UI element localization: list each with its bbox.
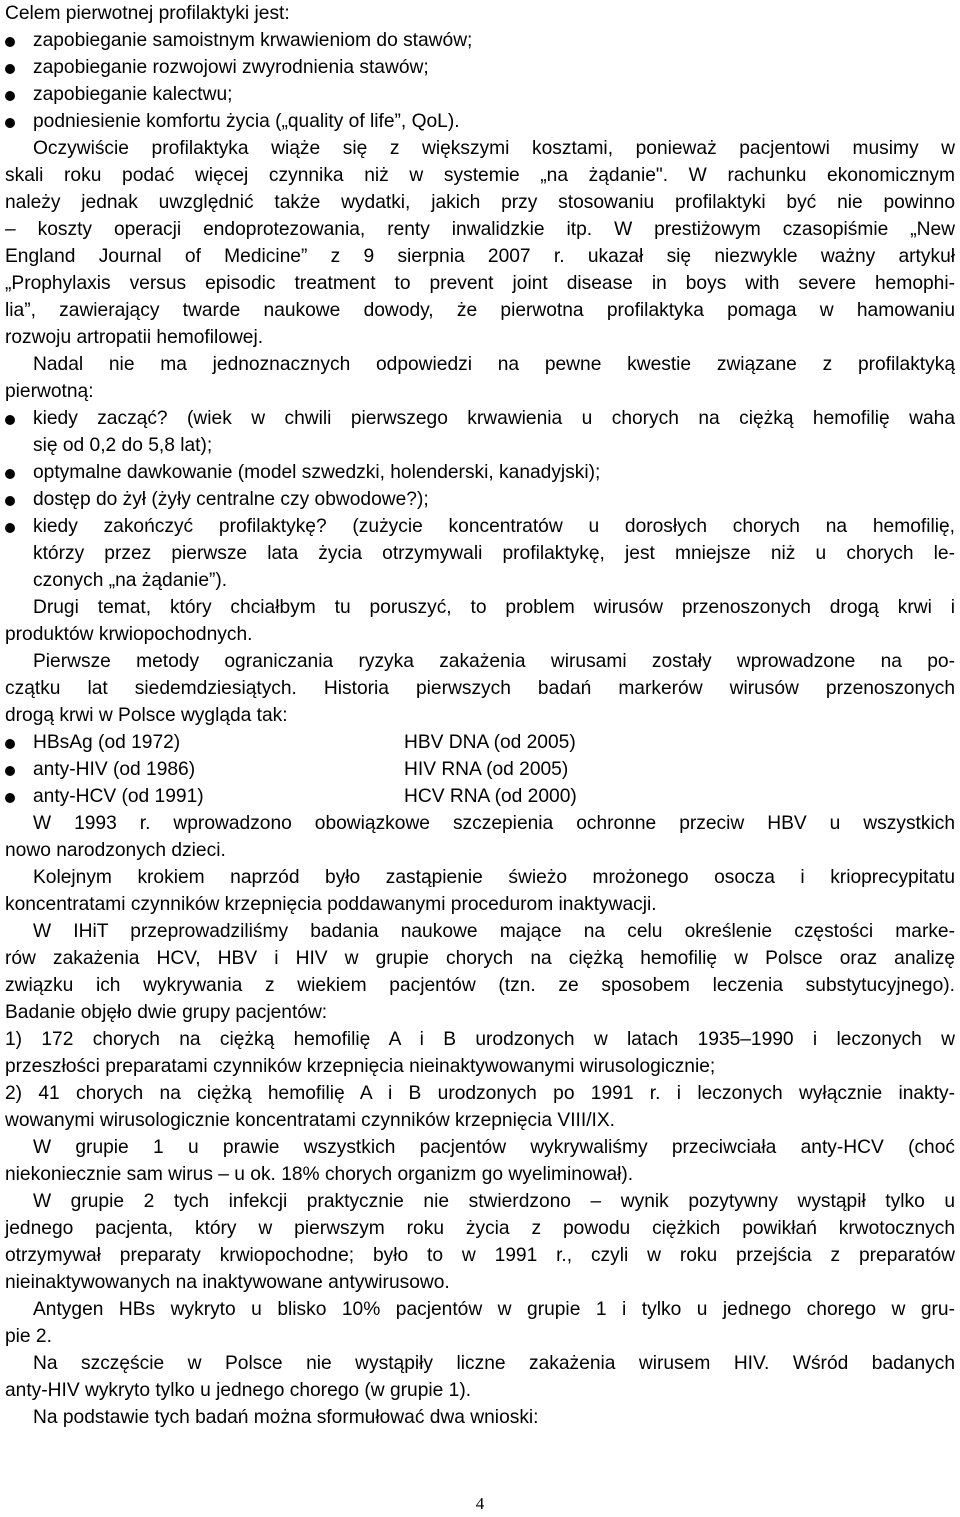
- paragraph-line: W grupie 1 u prawie wszystkich pacjentów wykrywaliśmy przeciwciała anty-HCV (choć: [33, 1137, 955, 1158]
- question-item: dostęp do żył (żyły centralne czy obwodowe?);: [33, 489, 429, 510]
- paragraph-line: związku ich wykrywania z wiekiem pacjentów (tzn. ze sposobem leczenia substytucyjnego).: [5, 975, 955, 996]
- question-item: się od 0,2 do 5,8 lat);: [33, 435, 213, 456]
- paragraph-line: rów zakażenia HCV, HBV i HIV w grupie chorych na ciężką hemofilię w Polsce oraz analizę: [5, 948, 955, 969]
- paragraph-line: „Prophylaxis versus episodic treatment to prevent joint disease in boys with severe hemophi-: [5, 273, 955, 294]
- bullet-icon: [5, 37, 15, 47]
- paragraph-line: W 1993 r. wprowadzono obowiązkowe szczepienia ochronne przeciw HBV u wszystkich: [33, 813, 955, 834]
- paragraph-line: Na podstawie tych badań można sformułować dwa wnioski:: [33, 1407, 539, 1428]
- paragraph-line: – koszty operacji endoprotezowania, renty inwalidzkie itp. W prestiżowym czasopiśmie „New: [5, 219, 955, 240]
- paragraph-line: pie 2.: [5, 1326, 52, 1347]
- marker-antibody: anty-HCV (od 1991): [33, 786, 204, 807]
- marker-row: [33, 729, 955, 756]
- marker-antibody: anty-HIV (od 1986): [33, 759, 196, 780]
- paragraph-line: niekoniecznie sam wirus – u ok. 18% chorych organizm go wyeliminował).: [5, 1164, 634, 1185]
- paragraph-line: wowanymi wirusologicznie koncentratami czynników krzepnięcia VIII/IX.: [5, 1110, 615, 1131]
- question-item: czonych „na żądanie”).: [33, 570, 228, 591]
- marker-pcr: HBV DNA (od 2005): [404, 732, 576, 753]
- marker-pcr: HIV RNA (od 2005): [404, 759, 569, 780]
- question-item: optymalne dawkowanie (model szwedzki, holenderski, kanadyjski);: [33, 462, 601, 483]
- paragraph-line: rozwoju artropatii hemofilowej.: [5, 327, 264, 348]
- paragraph-line: W IHiT przeprowadziliśmy badania naukowe mające na celu określenie częstości marke-: [33, 921, 955, 942]
- paragraph-line: jednego pacjenta, który w pierwszym roku życia z powodu ciężkich powikłań krwotocznych: [5, 1218, 955, 1239]
- paragraph-line: W grupie 2 tych infekcji praktycznie nie stwierdzono – wynik pozytywny wystąpił tylko u: [33, 1191, 955, 1212]
- goal-item: zapobieganie samoistnym krwawieniom do stawów;: [33, 30, 473, 51]
- goal-item: zapobieganie rozwojowi zwyrodnienia stawów;: [33, 57, 429, 78]
- question-item: kiedy zakończyć profilaktykę? (zużycie koncentratów u dorosłych chorych na hemofilię,: [33, 516, 955, 537]
- paragraph-line: Badanie objęło dwie grupy pacjentów:: [5, 1002, 328, 1023]
- paragraph-line: przeszłości preparatami czynników krzepnięcia nieinaktywowanymi wirusologicznie;: [5, 1056, 716, 1077]
- bullet-icon: [5, 118, 15, 128]
- marker-antibody: HBsAg (od 1972): [33, 732, 181, 753]
- bullet-icon: [5, 496, 15, 506]
- paragraph-line: Drugi temat, który chciałbym tu poruszyć, to problem wirusów przenoszonych drogą krwi i: [33, 597, 955, 618]
- paragraph-line: England Journal of Medicine” z 9 sierpnia 2007 r. ukazał się niezwykle ważny artykuł: [5, 246, 955, 267]
- paragraph-line: skali roku podać więcej czynnika niż w systemie „na żądanie". W rachunku ekonomicznym: [5, 165, 955, 186]
- paragraph-line: nieinaktywowanych na inaktywowane antywirusowo.: [5, 1272, 450, 1293]
- marker-row: [33, 756, 955, 783]
- paragraph-line: czątku lat siedemdziesiątych. Historia pierwszych badań markerów wirusów przenoszonych: [5, 678, 955, 699]
- bullet-icon: [5, 523, 15, 533]
- paragraph-line: drogą krwi w Polsce wygląda tak:: [5, 705, 288, 726]
- paragraph-line: otrzymywał preparaty krwiopochodne; było to w 1991 r., czyli w roku przejścia z preparatów: [5, 1245, 955, 1266]
- bullet-icon: [5, 793, 15, 803]
- paragraph-line: 2) 41 chorych na ciężką hemofilię A i B urodzonych po 1991 r. i leczonych wyłącznie inakty-: [5, 1083, 955, 1104]
- paragraph-line: nowo narodzonych dzieci.: [5, 840, 226, 861]
- paragraph-line: Kolejnym krokiem naprzód było zastąpienie świeżo mrożonego osocza i krioprecypitatu: [33, 867, 955, 888]
- paragraph-line: koncentratami czynników krzepnięcia poddawanymi procedurom inaktywacji.: [5, 894, 657, 915]
- intro-line: Celem pierwotnej profilaktyki jest:: [5, 3, 290, 24]
- goal-item: zapobieganie kalectwu;: [33, 84, 233, 105]
- paragraph-line: produktów krwiopochodnych.: [5, 624, 253, 645]
- bullet-icon: [5, 739, 15, 749]
- bullet-icon: [5, 64, 15, 74]
- page-number: 4: [475, 1494, 485, 1513]
- paragraph-line: Nadal nie ma jednoznacznych odpowiedzi na pewne kwestie związane z profilaktyką: [33, 354, 955, 375]
- paragraph-line: Na szczęście w Polsce nie wystąpiły liczne zakażenia wirusem HIV. Wśród badanych: [33, 1353, 955, 1374]
- marker-pcr: HCV RNA (od 2000): [404, 786, 577, 807]
- question-item: kiedy zacząć? (wiek w chwili pierwszego krwawienia u chorych na ciężką hemofilię waha: [33, 408, 955, 429]
- paragraph-line: 1) 172 chorych na ciężką hemofilię A i B urodzonych w latach 1935–1990 i leczonych w: [5, 1029, 955, 1050]
- paragraph-line: Antygen HBs wykryto u blisko 10% pacjentów w grupie 1 i tylko u jednego chorego w gru-: [33, 1299, 955, 1320]
- paragraph-line: pierwotną:: [5, 381, 94, 402]
- marker-row: [33, 783, 955, 810]
- paragraph-line: należy jednak uwzględnić także wydatki, jakich przy stosowaniu profilaktyki być nie powinno: [5, 192, 955, 213]
- paragraph-line: Oczywiście profilaktyka wiąże się z większymi kosztami, ponieważ pacjentowi musimy w: [33, 138, 955, 159]
- bullet-icon: [5, 91, 15, 101]
- goal-item: podniesienie komfortu życia („quality of life”, QoL).: [33, 111, 460, 132]
- bullet-icon: [5, 469, 15, 479]
- bullet-icon: [5, 766, 15, 776]
- question-item: którzy przez pierwsze lata życia otrzymywali profilaktykę, jest mniejsze niż u chorych le-: [33, 543, 955, 564]
- paragraph-line: Pierwsze metody ograniczania ryzyka zakażenia wirusami zostały wprowadzone na po-: [33, 651, 955, 672]
- paragraph-line: lia”, zawierający twarde naukowe dowody, że pierwotna profilaktyka pomaga w hamowaniu: [5, 300, 955, 321]
- bullet-icon: [5, 415, 15, 425]
- paragraph-line: anty-HIV wykryto tylko u jednego chorego (w grupie 1).: [5, 1380, 472, 1401]
